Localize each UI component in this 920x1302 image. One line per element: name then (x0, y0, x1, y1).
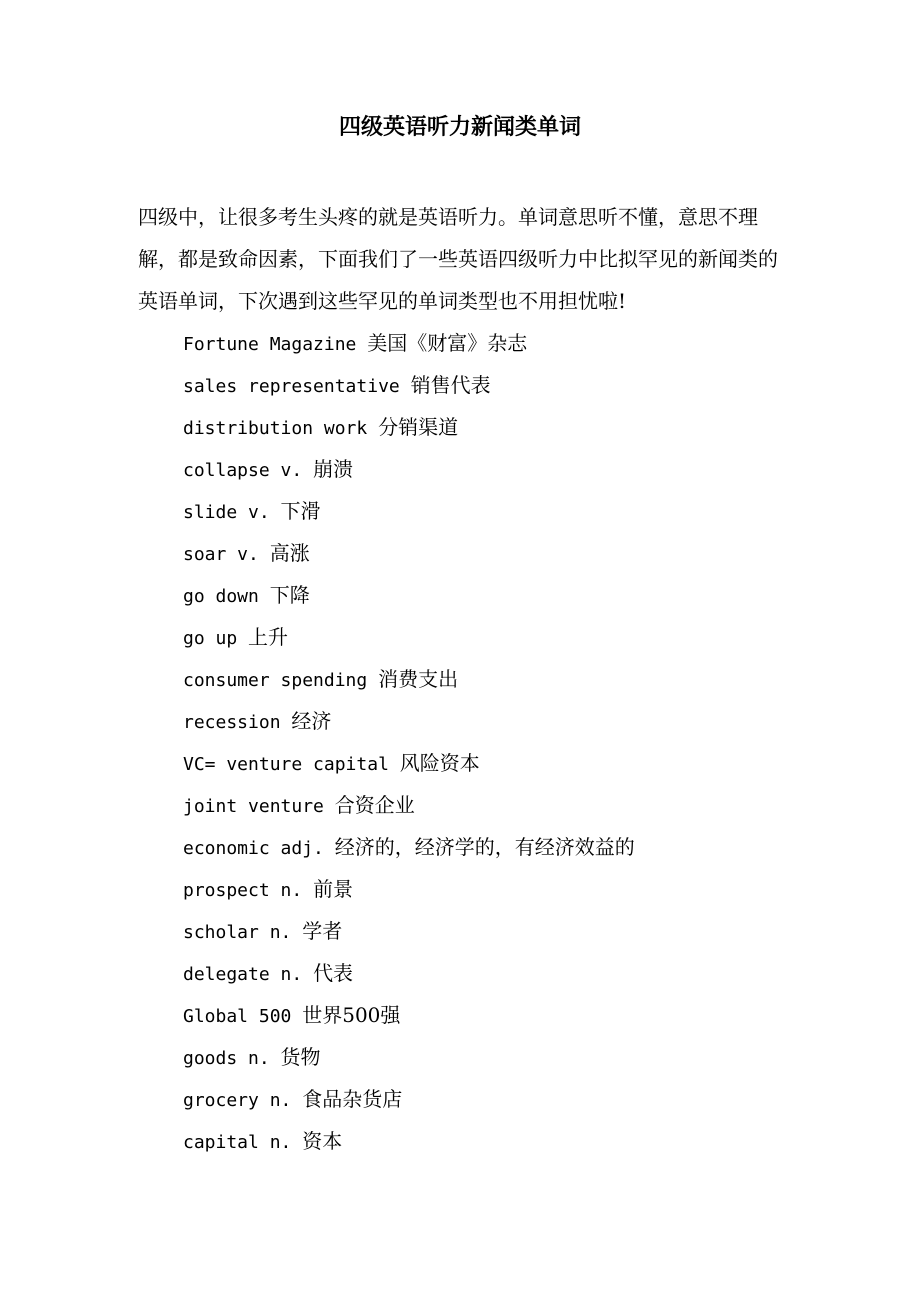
vocabulary-meaning: 世界500强 (302, 1003, 401, 1027)
vocabulary-item (183, 448, 803, 490)
vocabulary-item (183, 364, 803, 406)
vocabulary-item (183, 1078, 803, 1120)
vocabulary-item (183, 700, 803, 742)
vocabulary-item (183, 490, 803, 532)
vocabulary-meaning: 崩溃 (313, 457, 354, 481)
vocabulary-term: Global 500 (183, 1006, 292, 1027)
vocabulary-term: consumer spending (183, 670, 368, 691)
vocabulary-term: soar v. (183, 544, 259, 565)
vocabulary-item (183, 1120, 803, 1162)
vocabulary-item (183, 532, 803, 574)
vocabulary-meaning: 下滑 (280, 499, 321, 523)
vocabulary-term: go down (183, 586, 259, 607)
vocabulary-meaning: 合资企业 (334, 793, 415, 817)
vocabulary-meaning: 货物 (280, 1045, 321, 1069)
vocabulary-meaning: 高涨 (269, 541, 310, 565)
vocabulary-meaning: 上升 (248, 625, 289, 649)
vocabulary-meaning: 下降 (269, 583, 310, 607)
vocabulary-term: distribution work (183, 418, 368, 439)
vocabulary-meaning: 经济的，经济学的，有经济效益的 (334, 835, 635, 859)
vocabulary-term: prospect n. (183, 880, 303, 901)
vocabulary-term: collapse v. (183, 460, 303, 481)
vocabulary-term: scholar n. (183, 922, 292, 943)
vocabulary-term: sales representative (183, 376, 400, 397)
vocabulary-meaning: 风险资本 (399, 751, 480, 775)
vocabulary-item (183, 952, 803, 994)
vocabulary-meaning: 前景 (313, 877, 354, 901)
vocabulary-term: recession (183, 712, 281, 733)
vocabulary-item (183, 910, 803, 952)
document-title: 四级英语听力新闻类单词 (338, 115, 581, 140)
vocabulary-meaning: 学者 (302, 919, 343, 943)
vocabulary-meaning: 经济 (291, 709, 332, 733)
vocabulary-item (183, 322, 803, 364)
vocabulary-item (183, 868, 803, 910)
vocabulary-meaning: 消费支出 (378, 667, 459, 691)
vocabulary-term: joint venture (183, 796, 324, 817)
vocabulary-term: VC= venture capital (183, 754, 389, 775)
vocabulary-item (183, 574, 803, 616)
vocabulary-term: economic adj. (183, 838, 324, 859)
vocabulary-item (183, 826, 803, 868)
vocabulary-list (183, 322, 803, 1162)
vocabulary-term: goods n. (183, 1048, 270, 1069)
vocabulary-term: capital n. (183, 1132, 292, 1153)
intro-paragraph: 四级中，让很多考生头疼的就是英语听力。单词意思听不懂，意思不理解，都是致命因素，下面我们了一些英语四级听力中比拟罕见的新闻类的英语单词，下次遇到这些罕见的单词类型也不用担忧啦! (138, 205, 778, 313)
vocabulary-item (183, 1036, 803, 1078)
vocabulary-item (183, 994, 803, 1036)
vocabulary-item (183, 784, 803, 826)
vocabulary-item (183, 406, 803, 448)
vocabulary-meaning: 美国《财富》杂志 (367, 331, 528, 355)
vocabulary-term: Fortune Magazine (183, 334, 357, 355)
vocabulary-meaning: 资本 (302, 1129, 343, 1153)
vocabulary-term: slide v. (183, 502, 270, 523)
vocabulary-item (183, 742, 803, 784)
vocabulary-term: grocery n. (183, 1090, 292, 1111)
vocabulary-meaning: 代表 (313, 961, 354, 985)
vocabulary-meaning: 分销渠道 (378, 415, 459, 439)
vocabulary-term: go up (183, 628, 238, 649)
vocabulary-item (183, 658, 803, 700)
vocabulary-item (183, 616, 803, 658)
vocabulary-term: delegate n. (183, 964, 303, 985)
vocabulary-meaning: 食品杂货店 (302, 1087, 403, 1111)
vocabulary-meaning: 销售代表 (410, 373, 491, 397)
